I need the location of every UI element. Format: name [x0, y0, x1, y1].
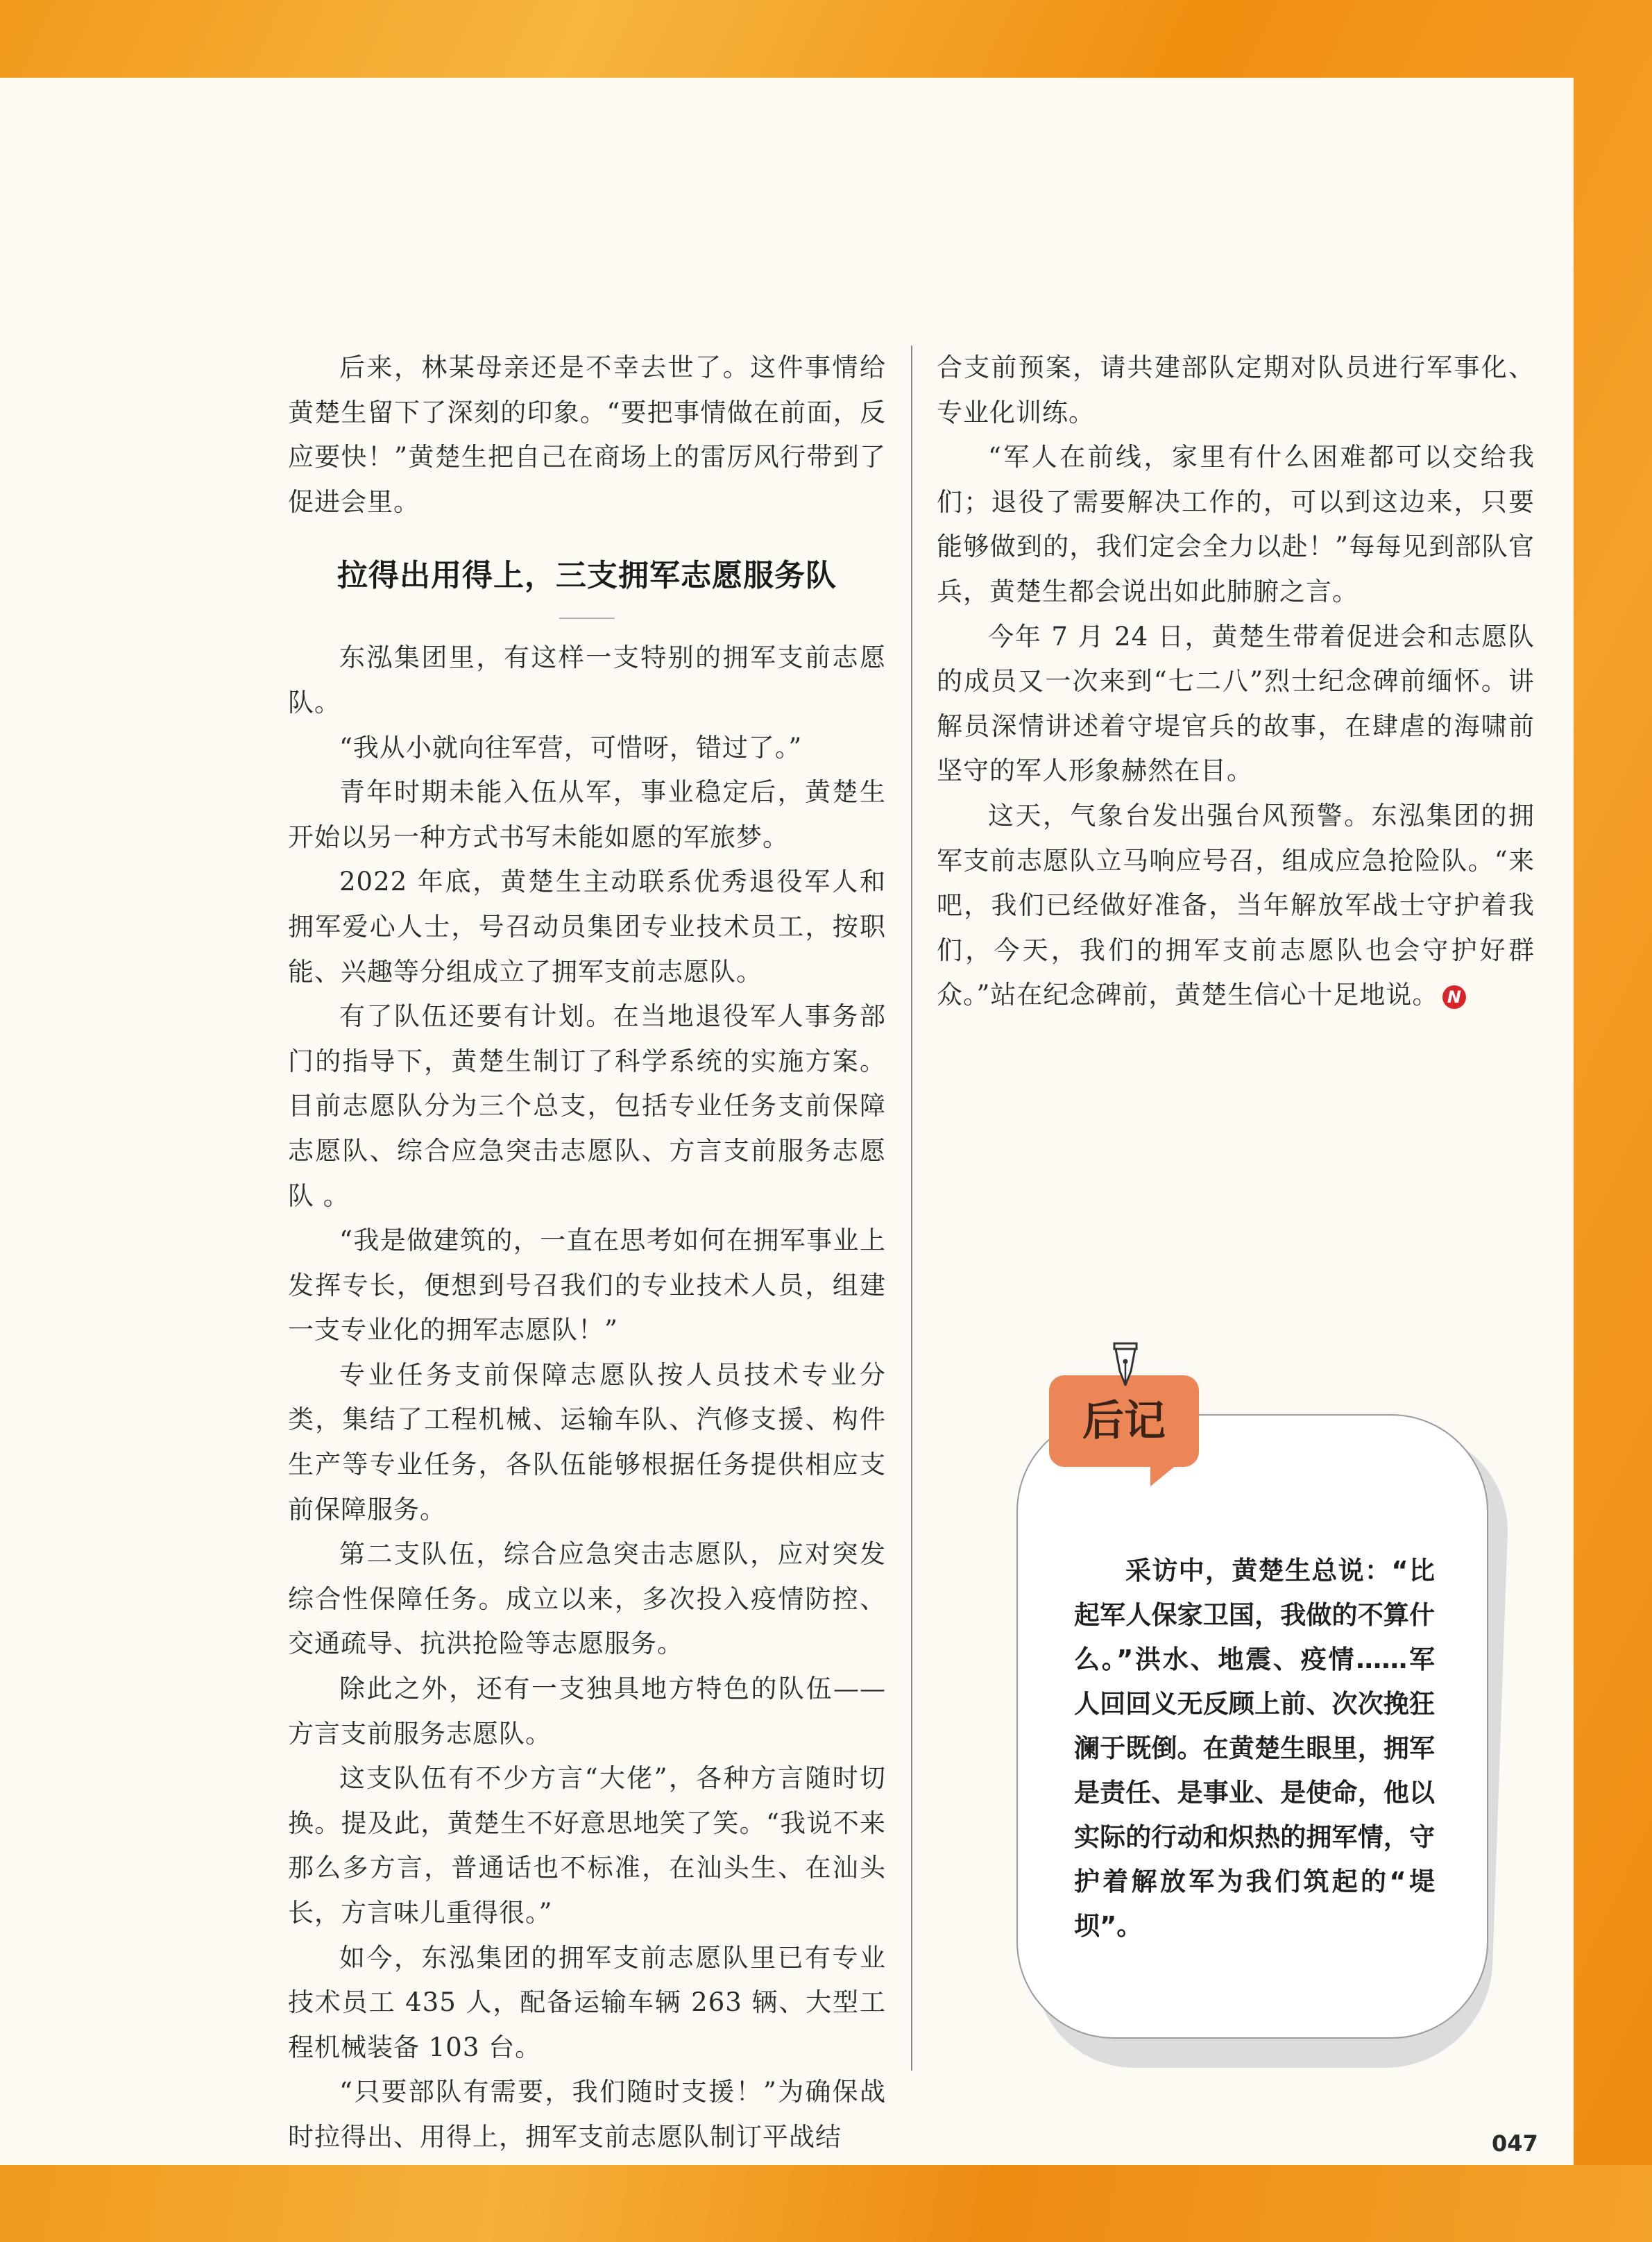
- column-divider: [911, 346, 912, 2071]
- paragraph: “军人在前线，家里有什么困难都可以交给我们；退役了需要解决工作的，可以到这边来，只要能够做到的，我们定会全力以赴！”每每见到部队官兵，黄楚生都会说出如此肺腑之言。: [937, 442, 1535, 606]
- afterword-label: 后记: [1082, 1397, 1166, 1445]
- paragraph: “只要部队有需要，我们随时支援！”为确保战时拉得出、用得上，拥军支前志愿队制订平战结: [288, 2077, 886, 2152]
- page-number: 047: [1492, 2130, 1538, 2157]
- right-column: [937, 346, 1535, 1018]
- paragraph: 东泓集团里，有这样一支特别的拥军支前志愿队。: [288, 643, 886, 717]
- paragraph: 专业任务支前保障志愿队按人员技术专业分类，集结了工程机械、运输车队、汽修支援、构件生产等专业任务，各队伍能够根据任务提供相应支前保障服务。: [288, 1359, 886, 1525]
- fountain-pen-icon: [1110, 1341, 1141, 1389]
- paragraph: 合支前预案，请共建部队定期对队员进行军事化、专业化训练。: [937, 353, 1535, 427]
- section-heading: 拉得出用得上，三支拥军志愿服务队: [337, 558, 837, 594]
- paragraph: 第二支队伍，综合应急突击志愿队，应对突发综合性保障任务。成立以来，多次投入疫情防控、交通疏导、抗洪抢险等志愿服务。: [288, 1539, 886, 1659]
- article-end-mark-icon: N: [1442, 985, 1466, 1009]
- heading-divider: [559, 618, 615, 619]
- paragraph: 有了队伍还要有计划。在当地退役军人事务部门的指导下，黄楚生制订了科学系统的实施方案。目前志愿队分为三个总支，包括专业任务支前保障志愿队、综合应急突击志愿队、方言支前服务志愿队 。: [288, 1001, 886, 1211]
- paragraph-text: 这天，气象台发出强台风预警。东泓集团的拥军支前志愿队立马响应号召，组成应急抢险队。“来吧，我们已经做好准备，当年解放军战士守护着我们，今天，我们的拥军支前志愿队也会守护好群众。”站在纪念碑前，黄楚生信心十足地说。: [937, 800, 1535, 1010]
- paragraph: “我从小就向往军营，可惜呀，错过了。”: [339, 732, 803, 763]
- bottom-decorative-band: [0, 2165, 1652, 2242]
- paragraph: 后来，林某母亲还是不幸去世了。这件事情给黄楚生留下了深刻的印象。“要把事情做在前面，反应要快！”黄楚生把自己在商场上的雷厉风行带到了促进会里。: [288, 353, 886, 517]
- left-column: [288, 346, 886, 2160]
- afterword-text: 采访中，黄楚生总说：“比起军人保家卫国，我做的不算什么。”洪水、地震、疫情……军人回回义无反顾上前、次次挽狂澜于既倒。在黄楚生眼里，拥军是责任、是事业、是使命，他以实际的行动和炽热的拥军情，守护着解放军为我们筑起的“堤坝”。: [1074, 1556, 1435, 1941]
- paragraph: 青年时期未能入伍从军，事业稳定后，黄楚生开始以另一种方式书写未能如愿的军旅梦。: [288, 777, 886, 852]
- paragraph: 今年 7 月 24 日，黄楚生带着促进会和志愿队的成员又一次来到“七二八”烈士纪念碑前缅怀。讲解员深情讲述着守堤官兵的故事，在肆虐的海啸前坚守的军人形象赫然在目。: [937, 621, 1535, 786]
- paragraph: 如今，东泓集团的拥军支前志愿队里已有专业技术员工 435 人，配备运输车辆 263 辆、大型工程机械装备 103 台。: [288, 1942, 886, 2062]
- paragraph: 这支队伍有不少方言“大佬”，各种方言随时切换。提及此，黄楚生不好意思地笑了笑。“我说不来那么多方言，普通话也不标准，在汕头生、在汕头长，方言味儿重得很。”: [288, 1763, 886, 1928]
- paragraph: 除此之外，还有一支独具地方特色的队伍——方言支前服务志愿队。: [288, 1674, 886, 1749]
- paragraph: 2022 年底，黄楚生主动联系优秀退役军人和拥军爱心人士，号召动员集团专业技术员工，按职能、兴趣等分组成立了拥军支前志愿队。: [288, 867, 886, 987]
- paragraph: [937, 794, 1535, 1018]
- paragraph: “我是做建筑的，一直在思考如何在拥军事业上发挥专长，便想到号召我们的专业技术人员，组建一支专业化的拥军志愿队！”: [288, 1225, 886, 1345]
